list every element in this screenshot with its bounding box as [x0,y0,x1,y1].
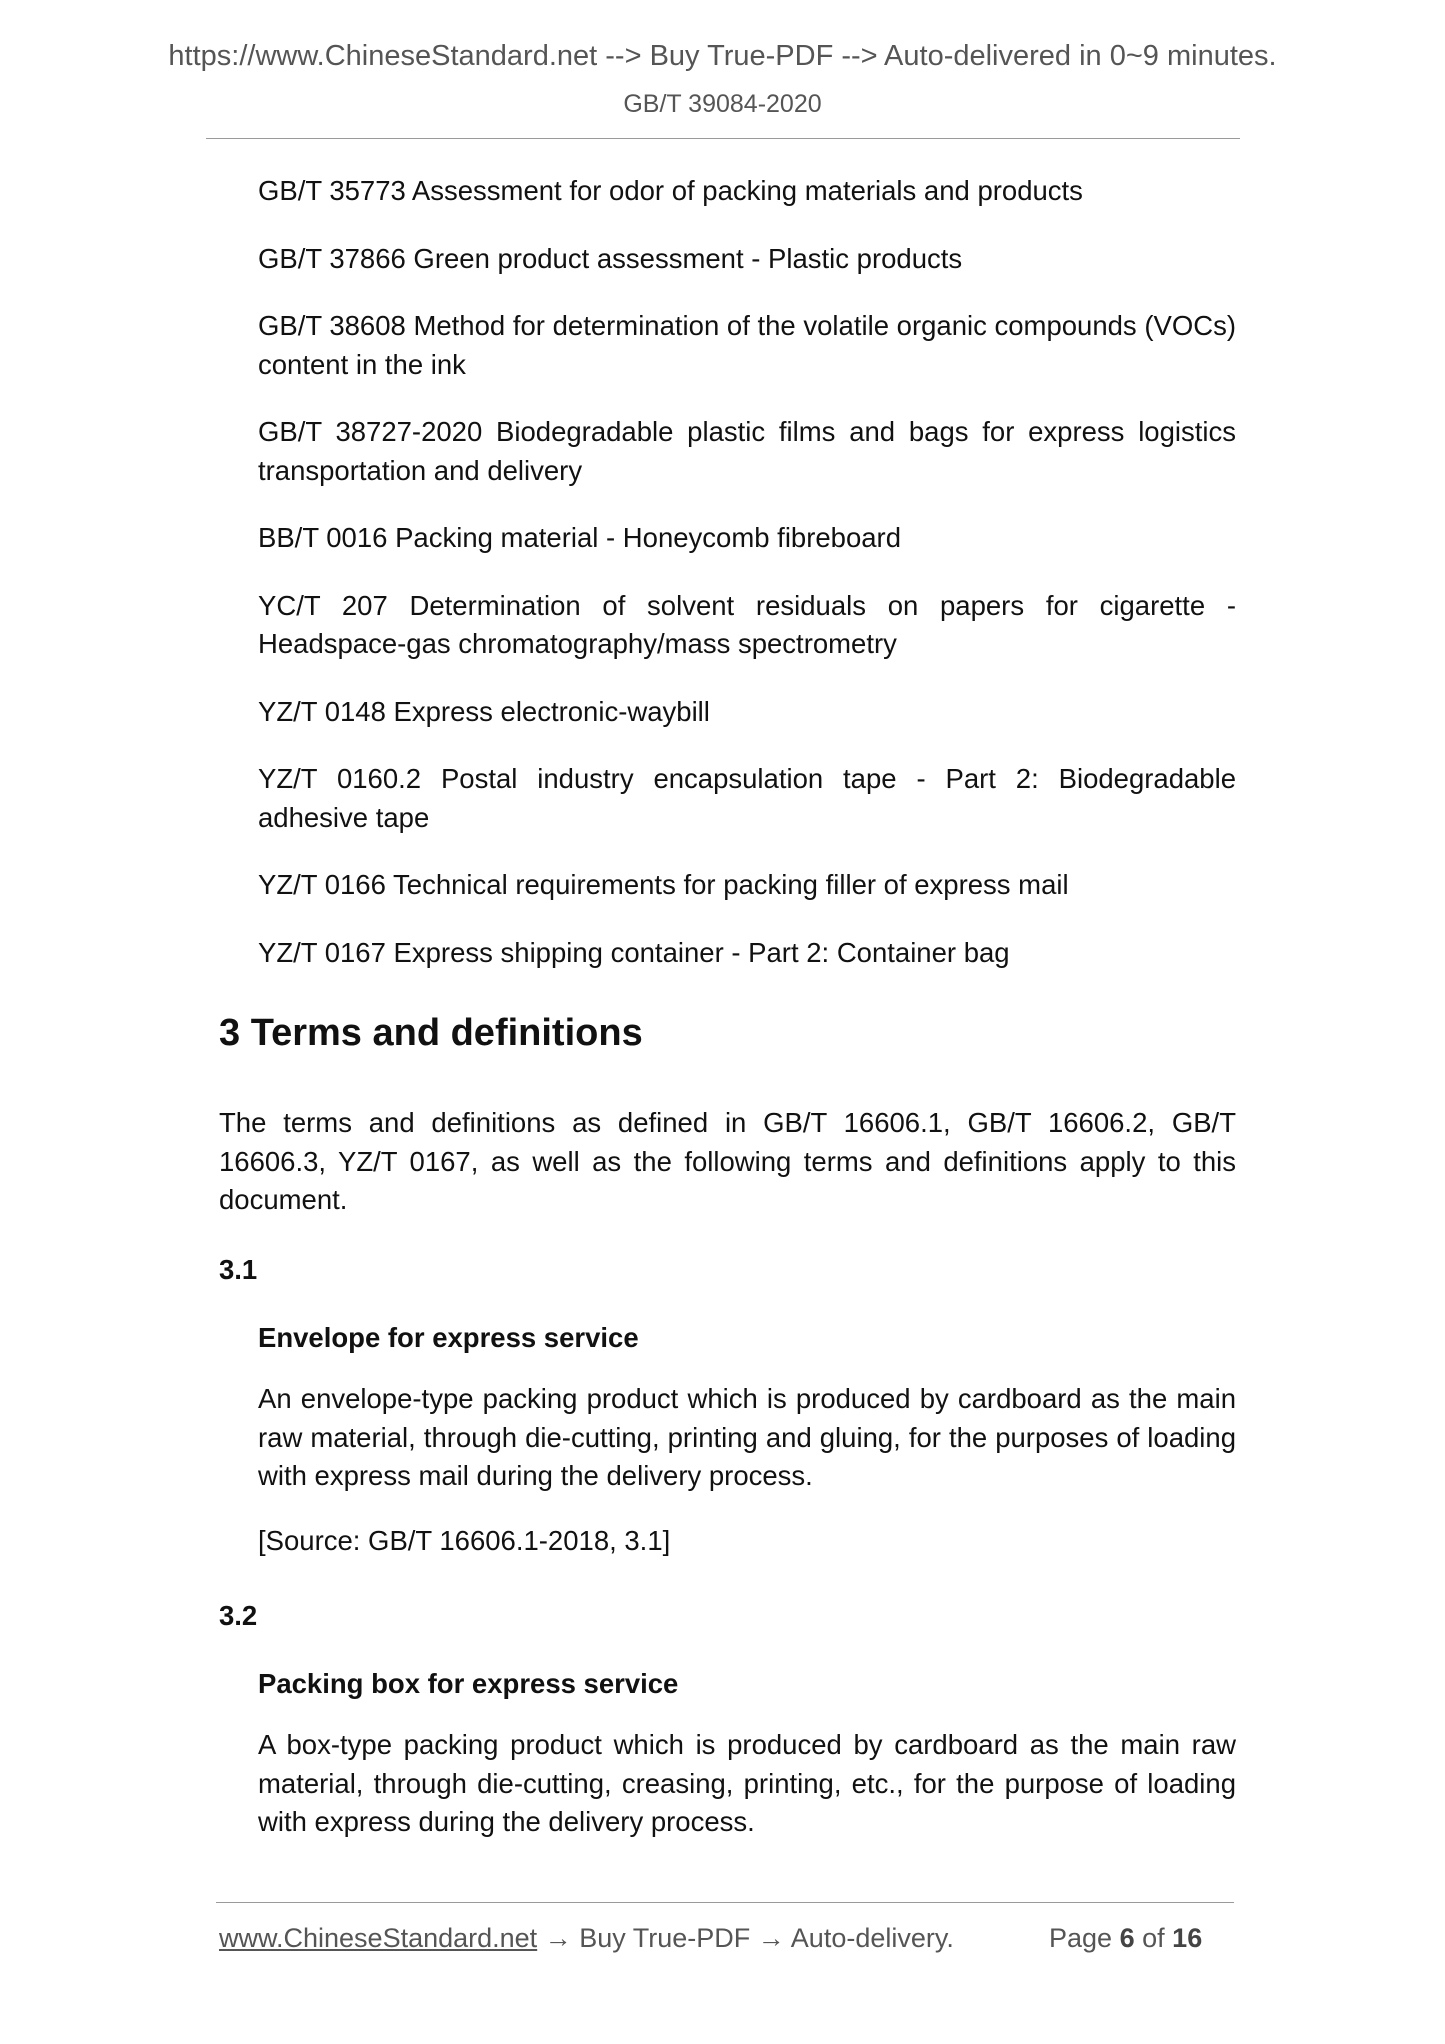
page-indicator [1049,1923,1202,1954]
reference-item: GB/T 38608 Method for determination of the volatile organic compounds (VOCs) content in the ink [258,310,1236,380]
reference-item: BB/T 0016 Packing material - Honeycomb fibreboard [258,522,902,553]
reference-item: GB/T 35773 Assessment for odor of packing materials and products [258,175,1083,206]
reference-item: YZ/T 0167 Express shipping container - Part 2: Container bag [258,936,1010,968]
reference-item: YZ/T 0160.2 Postal industry encapsulation tape - Part 2: Biodegradable adhesive tape [258,763,1236,833]
header-url-line: https://www.ChineseStandard.net --> Buy True-PDF --> Auto-delivered in 0~9 minutes. [168,40,1277,72]
term-number: 3.1 [219,1254,258,1285]
page-label: Page [1049,1923,1113,1953]
reference-item: YZ/T 0166 Technical requirements for packing filler of express mail [258,869,1069,900]
header-divider [206,138,1240,139]
term-definition: A box-type packing product which is produced by cardboard as the main raw material, through die-cutting, creasing, printing, etc., for the purpose of loading with express during the delivery process. [258,1729,1236,1837]
term-definition: An envelope-type packing product which is produced by cardboard as the main raw material, through die-cutting, printing and gluing, for the purposes of loading with express mail during the delivery process. [258,1383,1236,1491]
footer-divider [216,1902,1234,1903]
footer-delivery-text: Auto-delivery. [790,1923,954,1953]
arrow-icon: → [757,1923,785,1953]
footer-promo [219,1923,954,1954]
footer-site-link[interactable]: www.ChineseStandard.net [219,1923,538,1953]
term-title: Packing box for express service [258,1668,679,1699]
page-of-label: of [1142,1923,1165,1953]
reference-item: YC/T 207 Determination of solvent residuals on papers for cigarette - Headspace-gas chromatography/mass spectrometry [258,589,1236,659]
page-current: 6 [1119,1923,1135,1953]
arrow-icon: → [544,1923,572,1953]
term-number: 3.2 [219,1600,258,1631]
header-doc-code: GB/T 39084-2020 [623,90,822,118]
term-source: [Source: GB/T 16606.1-2018, 3.1] [258,1525,671,1556]
section-intro: The terms and definitions as defined in GB/T 16606.1, GB/T 16606.2, GB/T 16606.3, YZ/T 0167, as well as the following terms and definitions apply to this document. [219,1107,1236,1215]
reference-item: YZ/T 0148 Express electronic-waybill [258,695,710,727]
normative-references-list [258,172,1236,1001]
reference-item: GB/T 38727-2020 Biodegradable plastic films and bags for express logistics transportation and delivery [258,416,1236,486]
term-title: Envelope for express service [258,1322,639,1353]
page-total: 16 [1172,1923,1203,1953]
reference-item: GB/T 37866 Green product assessment - Plastic products [258,242,963,274]
section-title: 3 Terms and definitions [219,1012,643,1054]
footer-buy-text: Buy True-PDF [579,1923,751,1953]
